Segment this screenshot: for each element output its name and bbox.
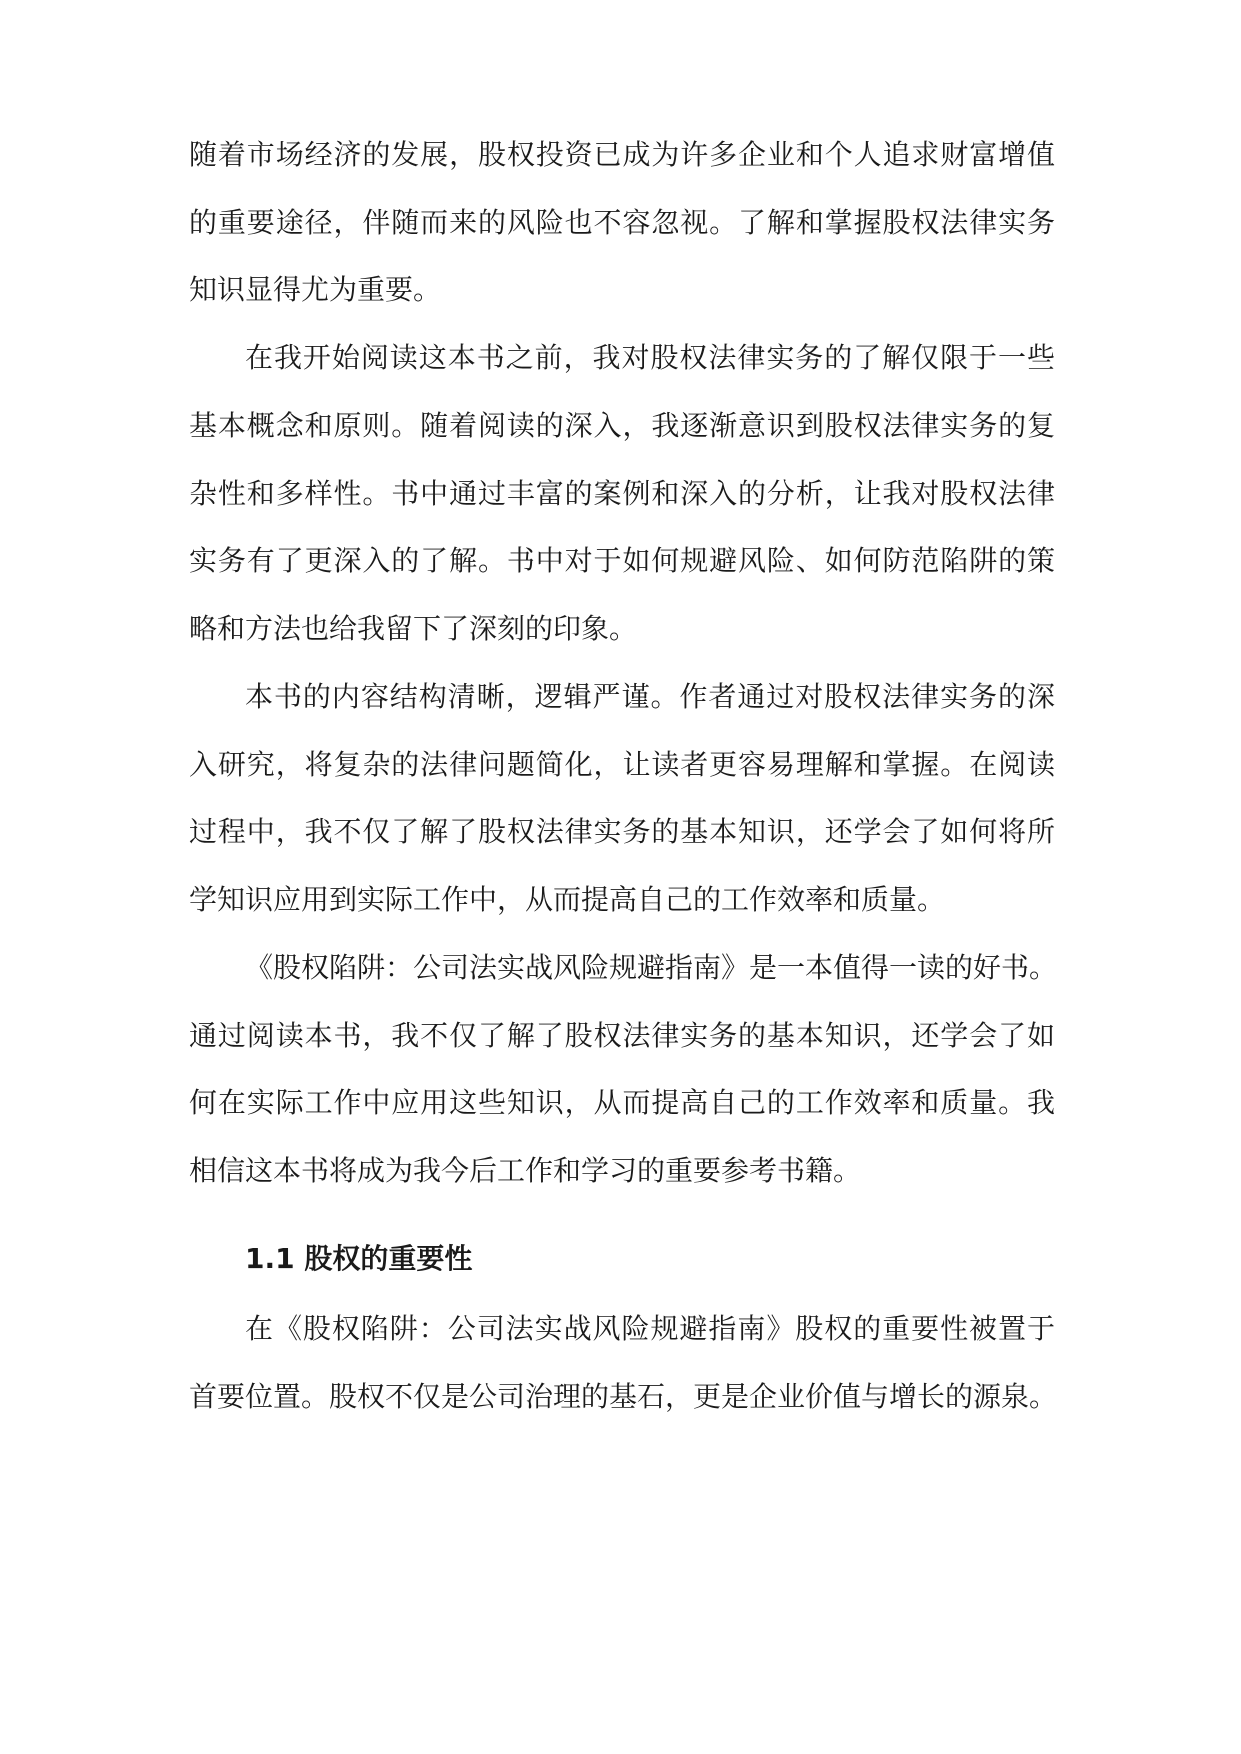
paragraph-2-line-3: 杂性和多样性。书中通过丰富的案例和深入的分析，让我对股权法律 — [189, 477, 1055, 510]
paragraph-4-line-4: 相信这本书将成为我今后工作和学习的重要参考书籍。 — [189, 1154, 862, 1187]
paragraph-2-line-4: 实务有了更深入的了解。书中对于如何规避风险、如何防范陷阱的策 — [189, 544, 1055, 577]
paragraph-2-line-1: 在我开始阅读这本书之前，我对股权法律实务的了解仅限于一些 — [245, 341, 1055, 374]
paragraph-1-line-1: 随着市场经济的发展，股权投资已成为许多企业和个人追求财富增值 — [189, 138, 1055, 171]
paragraph-2-line-2: 基本概念和原则。随着阅读的深入，我逐渐意识到股权法律实务的复 — [189, 409, 1055, 442]
paragraph-1-line-2: 的重要途径，伴随而来的风险也不容忽视。了解和掌握股权法律实务 — [189, 206, 1055, 239]
paragraph-4-line-3: 何在实际工作中应用这些知识，从而提高自己的工作效率和质量。我 — [189, 1086, 1055, 1119]
paragraph-3-line-2: 入研究，将复杂的法律问题简化，让读者更容易理解和掌握。在阅读 — [189, 748, 1055, 781]
section-heading: 1.1 股权的重要性 — [245, 1242, 473, 1275]
paragraph-4-line-2: 通过阅读本书，我不仅了解了股权法律实务的基本知识，还学会了如 — [189, 1019, 1055, 1052]
paragraph-3-line-1: 本书的内容结构清晰，逻辑严谨。作者通过对股权法律实务的深 — [245, 680, 1055, 713]
paragraph-3-line-4: 学知识应用到实际工作中，从而提高自己的工作效率和质量。 — [189, 883, 946, 916]
paragraph-3-line-3: 过程中，我不仅了解了股权法律实务的基本知识，还学会了如何将所 — [189, 815, 1055, 848]
paragraph-2-line-5: 略和方法也给我留下了深刻的印象。 — [189, 612, 638, 645]
section-paragraph-line-1: 在《股权陷阱：公司法实战风险规避指南》股权的重要性被置于 — [245, 1312, 1055, 1345]
paragraph-4-line-1: 《股权陷阱：公司法实战风险规避指南》是一本值得一读的好书。 — [245, 951, 1058, 984]
paragraph-1-line-3: 知识显得尤为重要。 — [189, 273, 442, 306]
section-paragraph-line-2: 首要位置。股权不仅是公司治理的基石，更是企业价值与增长的源泉。 — [189, 1380, 1058, 1413]
